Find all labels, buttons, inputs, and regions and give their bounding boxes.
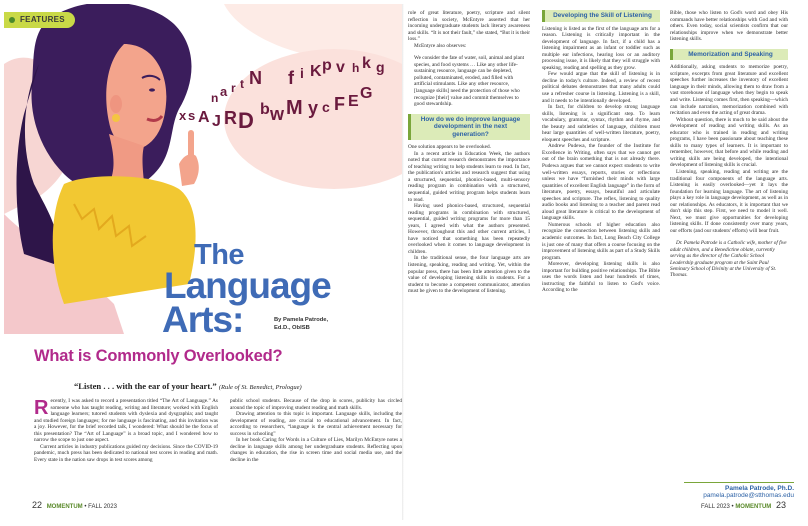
- hero-letter: A: [198, 109, 210, 126]
- right-column-3: [670, 10, 788, 279]
- paragraph: In a recent article in Education Week, the authors noted that current research demonstrates the importance of teaching writing to help students learn to read. In fact, the publication's articles and research suggest that using a structured, sequential, phonics-based, multi-sensory reading program in combination with a structured, sequential, guided writing program helps students learn to read.: [408, 150, 530, 203]
- right-column-1: [408, 10, 530, 295]
- hero-letter: M: [286, 97, 303, 119]
- paragraph: role of great literature, poetry, scripture and silent reflection in society, McEntyre asserted that her incoming undergraduate students lack literary awareness and skills. “It is not their fault,” she stated, “But it is their loss.”: [408, 10, 530, 43]
- left-page: [4, 4, 404, 520]
- block-quote: [414, 55, 530, 107]
- paragraph: In fact, for children to develop strong language skills, listening is a significant step. To learn vocabulary, grammar, syntax, rhythm and rhyme, and the beauty and subtleties of language, children must hear large quantities of well-written literature, poetry, eloquent speeches and scripture.: [542, 104, 660, 143]
- left-column-1: [34, 398, 218, 463]
- right-page: [404, 4, 804, 520]
- hero-letter: F: [334, 94, 345, 114]
- paragraph: Numerous schools of higher education also recognize the connection between listening skills and academic outcomes. In fact, Long Beach City College is just one of many that offers a course focusing on the improvement of listening skills as part of a Study Skills program.: [542, 221, 660, 261]
- paragraph: Listening is listed as the first of the language arts for a reason. Listening is critically important in the development of language. In fact, if a child has a listening impairment as an infant or toddler such as multiple ear infections, hearing loss or an auditory processing issue, it is likely that they will struggle with speaking, reading and spelling as they grow.: [542, 25, 660, 71]
- hero-letter: D: [238, 108, 254, 133]
- paragraph: One solution appears to be overlooked.: [408, 144, 491, 151]
- paragraph: Few would argue that the skill of listening is in decline in today's culture. Indeed, a review of recent political debates demonstrates that many adults could use a refresher course in listening. Listening is a skill, and it needs to be intentionally developed.: [542, 71, 660, 104]
- page-number-left: 22: [32, 500, 43, 510]
- hero-letter: R: [224, 108, 237, 128]
- epigraph-source: (Rule of St. Benedict, Prologue): [218, 384, 302, 391]
- hero-letter: g: [376, 59, 385, 75]
- hero-letter: c: [322, 99, 330, 115]
- hero-letter: G: [360, 85, 373, 102]
- tab-dot-icon: [9, 17, 15, 23]
- title-language: Language: [164, 265, 331, 306]
- features-label: FEATURES: [20, 15, 65, 24]
- hero-letter: x: [179, 108, 187, 123]
- subhead-improve-language: How do we do improve language development in the next generation?: [408, 114, 530, 141]
- paragraph: Andrew Pudewa, the founder of the Institute for Excellence in Writing, often says that we cannot get out of the brain something that is not already there. Pudewa argues that we cannot expect students to write well-written essays, reports, stories or reflections unless we have “furnished their minds with large quantities of excellent English language” in the form of literature, poetry, essays, beautiful and articulate speeches and scripture. The reflex, listening to quality audio books and listening to a teacher and parent read aloud great literature is critical to the development of language skills.: [542, 143, 660, 222]
- hero-letter: r: [231, 81, 236, 95]
- title-arts: Arts:: [162, 299, 244, 340]
- author-bio: Dr. Pamela Patrode is a Catholic wife, mother of five adult children, and a Benedictine oblate, currently serving as the director of the Catholic School Leadership graduate program at the Saint Paul Seminary School of Divinity at the University of St. Thomas.: [670, 240, 787, 279]
- magazine-name-left: MOMENTUM: [46, 504, 83, 510]
- epigraph: [74, 381, 302, 391]
- subhead-listening: Developing the Skill of Listening: [542, 10, 660, 22]
- hero-letter: t: [240, 77, 244, 91]
- byline-line1: By Pamela Patrode,: [274, 317, 329, 323]
- hero-letter: w: [270, 104, 285, 124]
- paragraph: public school students. Because of the drop in scores, publicity has circled around the topic of improving student reading and math skills.: [230, 398, 402, 411]
- byline: [274, 317, 328, 332]
- author-email[interactable]: pamela.patrode@stthomas.edu: [703, 492, 794, 500]
- subhead-memorization: Memorization and Speaking: [670, 49, 788, 61]
- hero-letter: y: [308, 98, 319, 118]
- page-number-right: 23: [775, 500, 786, 510]
- hero-letter: b: [260, 101, 270, 118]
- hero-letter: J: [212, 113, 221, 130]
- hero-letter: i: [300, 65, 304, 81]
- issue-left: FALL 2023: [88, 504, 117, 510]
- hero-letter: f: [288, 68, 294, 88]
- hero-letter: N: [249, 68, 262, 88]
- author-tag: [684, 482, 794, 500]
- paragraph: Without question, there is much to be said about the development of reading and writing skills. As an educator who is trained in reading and writing programs, I have been passionate about teaching these skills to many types of learners. It is important to remember, however, that before and while reading and writing skills are being developed, the intentional development of listening skills is crucial.: [670, 116, 788, 169]
- paragraph: Listening, speaking, reading and writing are the traditional four components of the language arts. Listening is easily overlooked—yet it lays the foundation for learning language. The art of listening plays a key role in language development, as well as in our relationships. As educators, it is important that we don't skip this step. First, we need to model it well. Next, we must give opportunities for developing listening skills. If done consistently over many years, our efforts (and our students' efforts) will bear fruit.: [670, 168, 788, 234]
- paragraph: Additionally, asking students to memorize poetry, scripture, excerpts from great literature and excellent speeches further increases the inventory of excellent language in their minds, allowing them to draw from a vast storehouse of language when they begin to speak and write. Listening comes first, then speaking—which can include narration, memorization combined with recitation and even the acting of great drama.: [670, 64, 788, 117]
- article-subtitle: What is Commonly Overlooked?: [34, 347, 283, 365]
- section-tab-features: [4, 12, 75, 28]
- byline-line2: Ed.D., ObISB: [274, 324, 310, 331]
- footer-right: FALL 2023 • MOMENTUM 23: [701, 500, 786, 510]
- paragraph: In her book Caring for Words in a Culture of Lies, Marilyn McEntyre notes a decline in language skills among her undergraduate students. Reflecting upon changes in education, the rise in screen time and social media use, and the decline in the: [230, 437, 402, 463]
- magazine-name-right: MOMENTUM: [735, 504, 772, 510]
- hero-letter: v: [336, 59, 345, 76]
- hero-letter: E: [348, 93, 359, 110]
- hero-letter: n: [211, 91, 219, 105]
- paragraph: Current articles in industry publications guided my decisions. Since the COVID-19 pandemic, much press has been dedicated to national test scores in reading and math. Every state in the nation saw drops in test scores among: [34, 443, 218, 463]
- paragraph: In the traditional sense, the four language arts are listening, speaking, reading and writing. Yet, within the popular press, there has been little attention given to the value of developing listening skills in students. For a student to become a competent communicator, attention must be given to the development of listening.: [408, 255, 530, 295]
- epigraph-quote: “Listen . . . with the ear of your heart.”: [74, 381, 217, 391]
- hero-letter: k: [362, 55, 371, 72]
- paragraph: Having used phonics-based, structured, sequential reading programs in combination with structured, sequential, guided writing programs for more than 15 years, I agreed with what the authors presented. However, throughout this and other current articles, I have noticed that something has been repeatedly overlooked when it comes to language development in children.: [408, 203, 530, 255]
- hero-letter: a: [220, 84, 228, 99]
- paragraph: ecently, I was asked to record a presentation titled “The Art of Language.” As someone who has taught reading, writing and literature; worked with English language learners; tutored students with dyslexia and dysgraphia; and taught and studied foreign languages; for me language is fascinating, and this invitation was a joy. However, for the brief recorded talk, I wondered: What should be the focus of this presentation? The “Art of Language” is a broad topic, and I wondered how to narrow the scope to just one aspect.: [34, 398, 218, 444]
- footer-left: 22 MOMENTUM • FALL 2023: [32, 500, 117, 510]
- drop-cap: R: [34, 397, 49, 419]
- hero-letter: h: [352, 61, 360, 75]
- left-column-2: [230, 398, 402, 463]
- block-quote-text: We consider the fate of water, soil, animal and plant species, and food systems … Like any other life-sustaining resource, language can be depleted, polluted, contaminated, eroded, and filled with artificial stimulants. Like any other resource, [language skills] need the protection of those who recognize [their] value and commit themselves to good stewardship.: [414, 55, 525, 108]
- title-the: The: [194, 239, 245, 271]
- issue-right: FALL 2023: [701, 504, 730, 510]
- paragraph: Moreover, developing listening skills is also important for building positive relationships. The Bible uses the words listen and hear hundreds of times, instructing the faithful to listen to God's voice. According to the: [542, 261, 660, 294]
- paragraph: Bible, those who listen to God's word and obey His commands have better relationships with God and with others. Even today, social scientists confirm that our relationships improve when we demonstrate better listening skills.: [670, 10, 788, 43]
- hero-letter: s: [188, 108, 196, 123]
- hero-letter: K: [310, 63, 322, 80]
- author-name: Pamela Patrode, Ph.D.: [725, 485, 794, 492]
- paragraph: Drawing attention to this topic is important. Language skills, including the development of reading, are crucial to educational advancement. In fact, according to researchers, “language is the central achievement necessary for success in schooling”: [230, 411, 402, 437]
- hero-letter: p: [322, 57, 332, 74]
- paragraph: McEntyre also observes:: [414, 42, 467, 49]
- right-column-2: [542, 10, 660, 294]
